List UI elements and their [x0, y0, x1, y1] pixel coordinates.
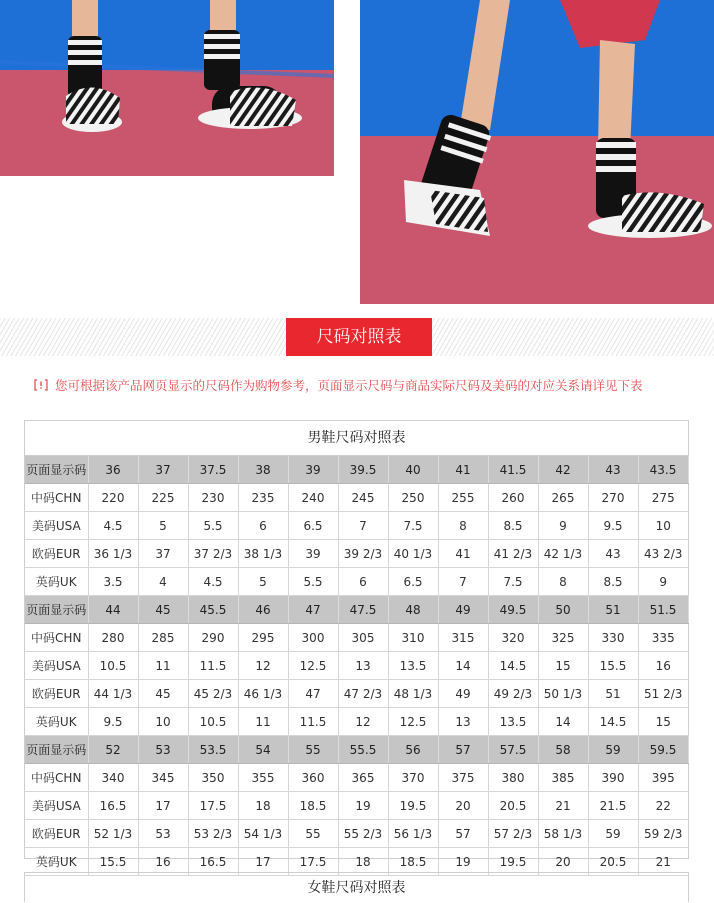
size-cell: 48 1/3 — [388, 680, 438, 708]
size-cell: 59 — [588, 820, 638, 848]
size-cell: 47 — [288, 680, 338, 708]
size-header-cell: 54 — [238, 736, 288, 764]
table-row — [25, 540, 688, 568]
size-header-cell: 36 — [88, 456, 138, 484]
size-cell: 16.5 — [88, 792, 138, 820]
size-cell: 8 — [438, 512, 488, 540]
size-cell: 7 — [438, 568, 488, 596]
size-cell: 57 — [438, 820, 488, 848]
table-row — [25, 820, 688, 848]
size-cell: 8 — [538, 568, 588, 596]
size-header-cell: 55 — [288, 736, 338, 764]
size-header-cell: 41 — [438, 456, 488, 484]
size-cell: 12 — [338, 708, 388, 736]
table-row — [25, 624, 688, 652]
size-cell: 54 1/3 — [238, 820, 288, 848]
size-cell: 315 — [438, 624, 488, 652]
size-cell: 20.5 — [488, 792, 538, 820]
size-cell: 40 1/3 — [388, 540, 438, 568]
size-cell: 245 — [338, 484, 388, 512]
size-cell: 230 — [188, 484, 238, 512]
row-label: 美码USA — [25, 652, 88, 680]
size-cell: 11 — [238, 708, 288, 736]
size-cell: 14 — [538, 708, 588, 736]
size-cell: 240 — [288, 484, 338, 512]
size-cell: 37 — [138, 540, 188, 568]
size-header-row — [25, 736, 688, 764]
size-cell: 16 — [638, 652, 688, 680]
size-header-cell: 59 — [588, 736, 638, 764]
row-label: 中码CHN — [25, 484, 88, 512]
table-row — [25, 708, 688, 736]
size-cell: 5 — [238, 568, 288, 596]
table-row — [25, 792, 688, 820]
row-label: 美码USA — [25, 792, 88, 820]
size-cell: 14 — [438, 652, 488, 680]
size-cell: 42 1/3 — [538, 540, 588, 568]
size-cell: 370 — [388, 764, 438, 792]
size-cell: 225 — [138, 484, 188, 512]
size-cell: 14.5 — [488, 652, 538, 680]
size-header-cell: 39.5 — [338, 456, 388, 484]
row-label: 页面显示码 — [25, 596, 88, 624]
size-cell: 10.5 — [88, 652, 138, 680]
table-row — [25, 652, 688, 680]
size-cell: 4 — [138, 568, 188, 596]
size-cell: 280 — [88, 624, 138, 652]
row-label: 中码CHN — [25, 624, 88, 652]
size-cell: 46 1/3 — [238, 680, 288, 708]
size-header-cell: 40 — [388, 456, 438, 484]
size-header-cell: 53.5 — [188, 736, 238, 764]
size-cell: 7 — [338, 512, 388, 540]
size-cell: 51 — [588, 680, 638, 708]
size-cell: 18.5 — [288, 792, 338, 820]
size-cell: 20.5 — [588, 848, 638, 876]
size-header-cell: 56 — [388, 736, 438, 764]
row-label: 欧码EUR — [25, 680, 88, 708]
size-cell: 350 — [188, 764, 238, 792]
size-cell: 59 2/3 — [638, 820, 688, 848]
banner-title: 尺码对照表 — [286, 318, 432, 356]
size-header-cell: 52 — [88, 736, 138, 764]
size-cell: 260 — [488, 484, 538, 512]
size-cell: 51 2/3 — [638, 680, 688, 708]
size-cell: 50 1/3 — [538, 680, 588, 708]
size-cell: 220 — [88, 484, 138, 512]
size-header-cell: 53 — [138, 736, 188, 764]
size-header-cell: 47 — [288, 596, 338, 624]
womens-size-table — [24, 872, 689, 902]
size-cell: 41 2/3 — [488, 540, 538, 568]
size-cell: 285 — [138, 624, 188, 652]
size-cell: 36 1/3 — [88, 540, 138, 568]
size-header-cell: 44 — [88, 596, 138, 624]
size-cell: 52 1/3 — [88, 820, 138, 848]
size-cell: 365 — [338, 764, 388, 792]
row-label: 欧码EUR — [25, 820, 88, 848]
size-cell: 16 — [138, 848, 188, 876]
row-label: 页面显示码 — [25, 456, 88, 484]
size-cell: 17.5 — [288, 848, 338, 876]
row-label: 英码UK — [25, 568, 88, 596]
size-cell: 18 — [338, 848, 388, 876]
size-cell: 17 — [238, 848, 288, 876]
size-cell: 7.5 — [388, 512, 438, 540]
size-header-cell: 59.5 — [638, 736, 688, 764]
size-cell: 11.5 — [288, 708, 338, 736]
size-cell: 385 — [538, 764, 588, 792]
size-cell: 7.5 — [488, 568, 538, 596]
size-header-cell: 57.5 — [488, 736, 538, 764]
size-cell: 58 1/3 — [538, 820, 588, 848]
row-label: 美码USA — [25, 512, 88, 540]
size-notice — [34, 376, 643, 394]
size-cell: 43 2/3 — [638, 540, 688, 568]
size-cell: 320 — [488, 624, 538, 652]
size-cell: 18.5 — [388, 848, 438, 876]
size-cell: 235 — [238, 484, 288, 512]
size-cell: 37 2/3 — [188, 540, 238, 568]
size-cell: 330 — [588, 624, 638, 652]
size-cell: 13 — [338, 652, 388, 680]
size-cell: 6 — [238, 512, 288, 540]
size-cell: 53 2/3 — [188, 820, 238, 848]
size-cell: 13.5 — [388, 652, 438, 680]
size-cell: 12 — [238, 652, 288, 680]
size-cell: 38 1/3 — [238, 540, 288, 568]
size-cell: 265 — [538, 484, 588, 512]
row-label: 页面显示码 — [25, 736, 88, 764]
size-cell: 15 — [638, 708, 688, 736]
size-header-row — [25, 456, 688, 484]
size-cell: 17.5 — [188, 792, 238, 820]
size-cell: 57 2/3 — [488, 820, 538, 848]
size-cell: 10.5 — [188, 708, 238, 736]
size-cell: 47 2/3 — [338, 680, 388, 708]
size-header-cell: 55.5 — [338, 736, 388, 764]
size-cell: 53 — [138, 820, 188, 848]
size-cell: 55 2/3 — [338, 820, 388, 848]
size-cell: 290 — [188, 624, 238, 652]
size-cell: 390 — [588, 764, 638, 792]
size-cell: 275 — [638, 484, 688, 512]
size-cell: 13.5 — [488, 708, 538, 736]
size-cell: 300 — [288, 624, 338, 652]
size-cell: 12.5 — [388, 708, 438, 736]
row-label: 欧码EUR — [25, 540, 88, 568]
size-cell: 20 — [538, 848, 588, 876]
size-cell: 250 — [388, 484, 438, 512]
size-cell: 345 — [138, 764, 188, 792]
size-cell: 6 — [338, 568, 388, 596]
size-cell: 18 — [238, 792, 288, 820]
size-cell: 9.5 — [588, 512, 638, 540]
size-cell: 9 — [538, 512, 588, 540]
size-cell: 19.5 — [388, 792, 438, 820]
size-cell: 13 — [438, 708, 488, 736]
size-header-cell: 43.5 — [638, 456, 688, 484]
size-cell: 380 — [488, 764, 538, 792]
size-header-cell: 43 — [588, 456, 638, 484]
size-header-cell: 37 — [138, 456, 188, 484]
size-header-cell: 45 — [138, 596, 188, 624]
size-cell: 270 — [588, 484, 638, 512]
size-header-cell: 45.5 — [188, 596, 238, 624]
size-header-row — [25, 596, 688, 624]
size-cell: 45 2/3 — [188, 680, 238, 708]
size-chart-banner — [0, 318, 714, 356]
size-cell: 16.5 — [188, 848, 238, 876]
size-header-cell: 41.5 — [488, 456, 538, 484]
size-cell: 310 — [388, 624, 438, 652]
size-cell: 15.5 — [588, 652, 638, 680]
size-cell: 39 — [288, 540, 338, 568]
size-header-cell: 51 — [588, 596, 638, 624]
size-cell: 6.5 — [388, 568, 438, 596]
size-header-cell: 42 — [538, 456, 588, 484]
notice-text: 您可根据该产品网页显示的尺码作为购物参考，页面显示尺码与商品实际尺码及美码的对应关系请详见下表 — [55, 378, 643, 393]
size-cell: 19.5 — [488, 848, 538, 876]
table-row — [25, 680, 688, 708]
size-cell: 45 — [138, 680, 188, 708]
womens-table-title: 女鞋尺码对照表 — [307, 880, 406, 896]
table-row — [25, 484, 688, 512]
size-cell: 375 — [438, 764, 488, 792]
size-cell: 5.5 — [288, 568, 338, 596]
size-cell: 21 — [538, 792, 588, 820]
size-cell: 49 2/3 — [488, 680, 538, 708]
size-cell: 355 — [238, 764, 288, 792]
size-cell: 14.5 — [588, 708, 638, 736]
size-cell: 43 — [588, 540, 638, 568]
mens-table-title: 男鞋尺码对照表 — [25, 421, 688, 456]
size-header-cell: 50 — [538, 596, 588, 624]
size-cell: 9 — [638, 568, 688, 596]
size-cell: 55 — [288, 820, 338, 848]
size-cell: 49 — [438, 680, 488, 708]
size-cell: 44 1/3 — [88, 680, 138, 708]
size-header-cell: 49.5 — [488, 596, 538, 624]
size-cell: 3.5 — [88, 568, 138, 596]
size-cell: 20 — [438, 792, 488, 820]
size-cell: 4.5 — [88, 512, 138, 540]
size-header-cell: 57 — [438, 736, 488, 764]
size-cell: 4.5 — [188, 568, 238, 596]
size-header-cell: 51.5 — [638, 596, 688, 624]
size-cell: 15 — [538, 652, 588, 680]
size-cell: 15.5 — [88, 848, 138, 876]
size-header-cell: 39 — [288, 456, 338, 484]
size-cell: 19 — [338, 792, 388, 820]
size-header-cell: 37.5 — [188, 456, 238, 484]
size-cell: 17 — [138, 792, 188, 820]
row-label: 英码UK — [25, 708, 88, 736]
size-cell: 11.5 — [188, 652, 238, 680]
size-cell: 255 — [438, 484, 488, 512]
size-cell: 19 — [438, 848, 488, 876]
size-cell: 10 — [638, 512, 688, 540]
size-cell: 41 — [438, 540, 488, 568]
size-cell: 340 — [88, 764, 138, 792]
row-label: 中码CHN — [25, 764, 88, 792]
size-header-cell: 46 — [238, 596, 288, 624]
size-cell: 5 — [138, 512, 188, 540]
size-cell: 39 2/3 — [338, 540, 388, 568]
product-photo-left — [0, 0, 334, 176]
size-cell: 5.5 — [188, 512, 238, 540]
size-cell: 22 — [638, 792, 688, 820]
size-cell: 395 — [638, 764, 688, 792]
size-cell: 8.5 — [488, 512, 538, 540]
size-cell: 295 — [238, 624, 288, 652]
size-cell: 21.5 — [588, 792, 638, 820]
size-cell: 325 — [538, 624, 588, 652]
table-row — [25, 568, 688, 596]
row-label: 英码UK — [25, 848, 88, 876]
size-header-cell: 49 — [438, 596, 488, 624]
mens-size-table — [24, 420, 689, 869]
size-header-cell: 48 — [388, 596, 438, 624]
size-header-cell: 58 — [538, 736, 588, 764]
product-photo-right — [360, 0, 714, 304]
size-cell: 12.5 — [288, 652, 338, 680]
size-cell: 9.5 — [88, 708, 138, 736]
size-cell: 56 1/3 — [388, 820, 438, 848]
size-cell: 360 — [288, 764, 338, 792]
table-row — [25, 512, 688, 540]
size-cell: 305 — [338, 624, 388, 652]
size-header-cell: 38 — [238, 456, 288, 484]
size-cell: 8.5 — [588, 568, 638, 596]
size-cell: 10 — [138, 708, 188, 736]
size-cell: 21 — [638, 848, 688, 876]
size-cell: 11 — [138, 652, 188, 680]
size-grid — [25, 456, 689, 876]
size-cell: 6.5 — [288, 512, 338, 540]
table-row — [25, 764, 688, 792]
warning-bracket-icon — [34, 379, 48, 391]
size-cell: 335 — [638, 624, 688, 652]
size-header-cell: 47.5 — [338, 596, 388, 624]
